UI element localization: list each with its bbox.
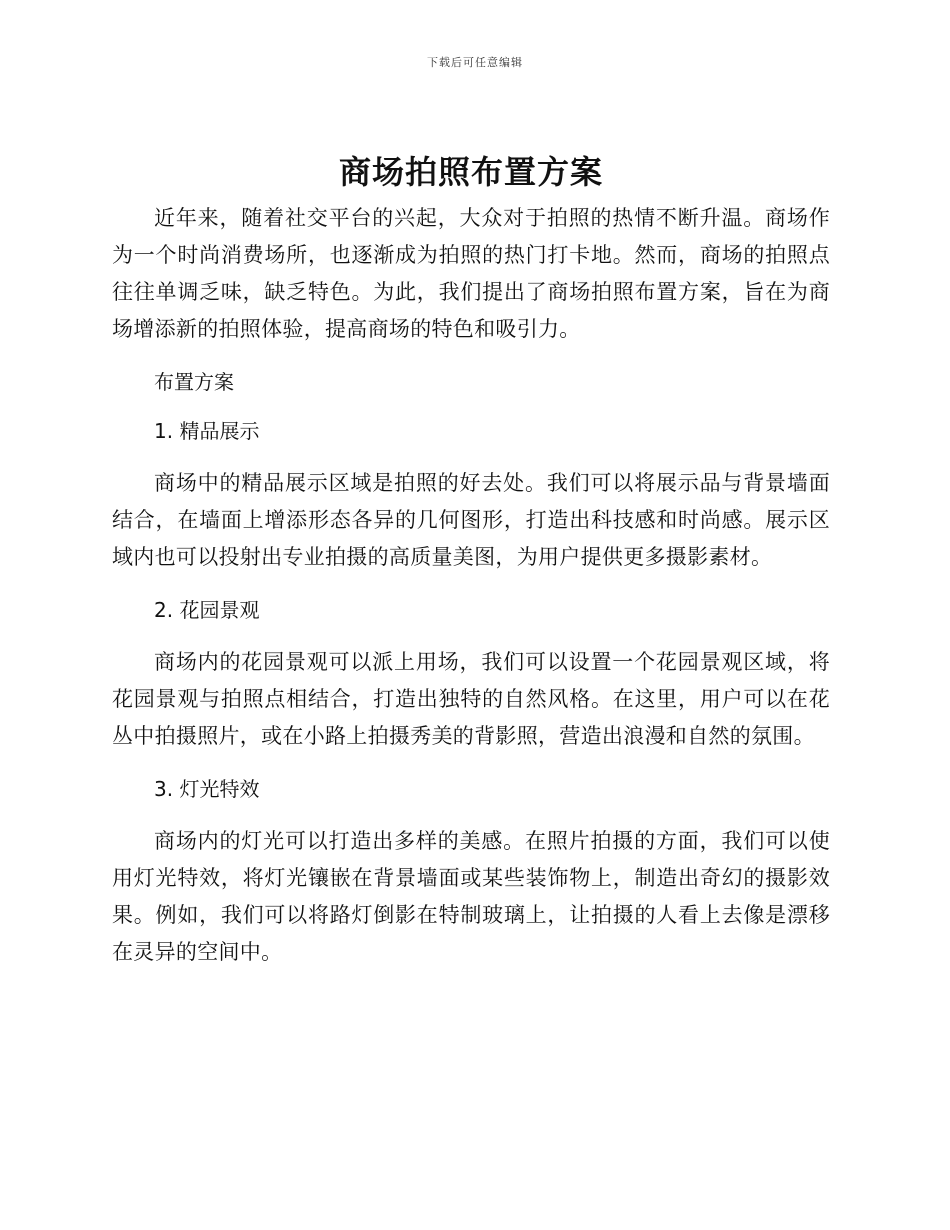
page-header-note: 下载后可任意编辑 — [427, 56, 523, 69]
item-paragraph-2: 商场内的花园景观可以派上用场，我们可以设置一个花园景观区域，将花园景观与拍照点相结合，打造出独特的自然风格。在这里，用户可以在花丛中拍摄照片，或在小路上拍摄秀美的背影照，营造出浪漫和自然的氛围。 — [112, 650, 830, 748]
item-paragraph-3: 商场内的灯光可以打造出多样的美感。在照片拍摄的方面，我们可以使用灯光特效，将灯光镶嵌在背景墙面或某些装饰物上，制造出奇幻的摄影效果。例如，我们可以将路灯倒影在特制玻璃上，让拍摄的人看上去像是漂移在灵异的空间中。 — [112, 829, 830, 964]
document-title: 商场拍照布置方案 — [338, 153, 603, 191]
intro-paragraph: 近年来，随着社交平台的兴起，大众对于拍照的热情不断升温。商场作为一个时尚消费场所，也逐渐成为拍照的热门打卡地。然而，商场的拍照点往往单调乏味，缺乏特色。为此，我们提出了商场拍照布置方案，旨在为商场增添新的拍照体验，提高商场的特色和吸引力。 — [112, 206, 830, 341]
item-paragraph-1: 商场中的精品展示区域是拍照的好去处。我们可以将展示品与背景墙面结合，在墙面上增添形态各异的几何图形，打造出科技感和时尚感。展示区域内也可以投射出专业拍摄的高质量美图，为用户提供更多摄影素材。 — [112, 471, 830, 569]
document-body — [112, 150, 830, 971]
section-heading: 布置方案 — [154, 370, 234, 394]
item-heading-3: 3. 灯光特效 — [154, 777, 260, 801]
item-heading-2: 2. 花园景观 — [154, 598, 260, 622]
item-heading-1: 1. 精品展示 — [154, 419, 260, 443]
